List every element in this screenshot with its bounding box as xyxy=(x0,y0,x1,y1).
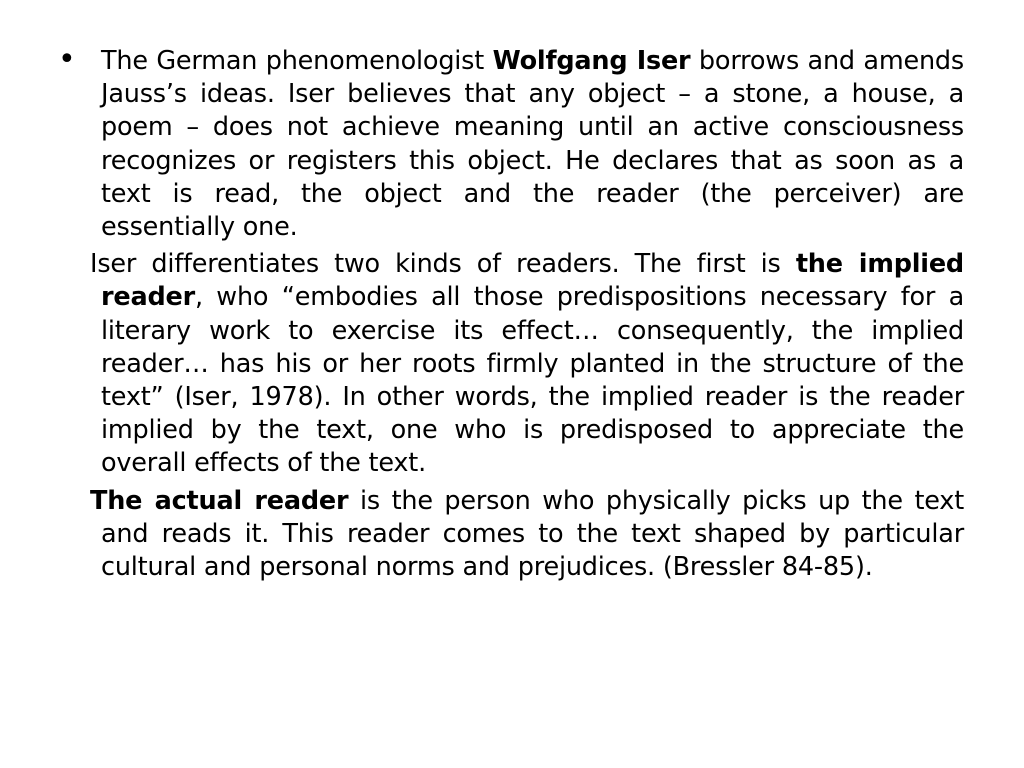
bold-term-the-implied: the implied xyxy=(795,249,964,280)
bold-term-reader: reader xyxy=(101,282,196,313)
paragraph-text: is the person who physically picks up the text and reads it. This reader comes to the text shaped by particular cultural and personal norms and prejudices. (Bressler 84-85). xyxy=(101,485,964,583)
slide-body xyxy=(58,42,964,584)
bold-term-actual-reader: The actual reader xyxy=(90,485,349,516)
paragraph-lead: Iser differentiates two kinds of readers. The first is xyxy=(90,249,796,280)
paragraph-text: , who “embodies all those predispositions necessary for a literary work to exercise its effect… consequently, the implied reader… has his or her roots firmly planted in the structure of the text” (Iser, 1978). In other words, the implied reader is the reader implied by the text, one who is predisposed to appreciate the overall effects of the text. xyxy=(101,282,964,479)
bold-name-wolfgang-iser: Wolfgang Iser xyxy=(492,46,691,76)
paragraph-implied-reader xyxy=(58,248,964,480)
paragraph-text: borrows and amends Jauss’s ideas. Iser believes that any object – a stone, a house, a poem – does not achieve meaning until an active consciousness recognizes or registers this object. He declares that as soon as a text is read, the object and the reader (the perceiver) are essentially one. xyxy=(101,46,964,243)
bullet-icon: • xyxy=(58,42,76,77)
paragraph-actual-reader xyxy=(58,485,964,585)
bullet-paragraph-iser xyxy=(58,42,964,244)
paragraph-lead: The German phenomenologist xyxy=(101,46,493,76)
